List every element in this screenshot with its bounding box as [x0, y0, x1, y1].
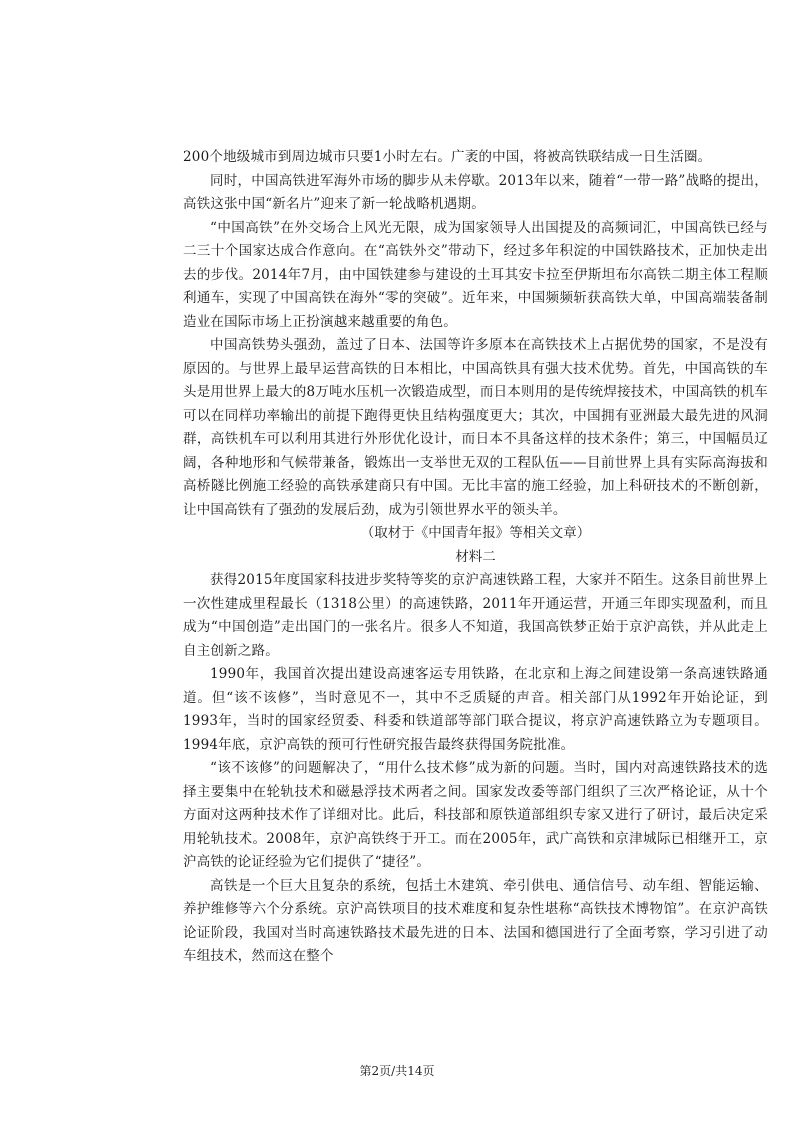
paragraph-technology-choice: “该不该修”的问题解决了，“用什么技术修”成为新的问题。当时，国内对高速铁路技术的选择主要集中在轮轨技术和磁悬浮技术两者之间。国家发改委等部门组织了三次严格论证，从十个方面对这两种技术作了详细对比。此后，科技部和原铁道部组织专家又进行了研讨，最后决定采用轮轨技术。2008年，京沪高铁终于开工。而在2005年，武广高铁和京津城际已相继开工，京沪高铁的论证经验为它们提供了“捷径”。 [183, 760, 768, 870]
paragraph-complex-system: 高铁是一个巨大且复杂的系统，包括土木建筑、牵引供电、通信信号、动车组、智能运输、养护维修等六个分系统。京沪高铁项目的技术难度和复杂性堪称“高铁技术博物馆”。在京沪高铁论证阶段，我国对当时高速铁路技术最先进的日本、法国和德国进行了全面考察，学习引进了动车组技术，然而这在整个 [183, 877, 768, 964]
paragraph-1990-proposal: 1990年，我国首次提出建设高速客运专用铁路，在北京和上海之间建设第一条高速铁路通道。但“该不该修”，当时意见不一，其中不乏质疑的声音。相关部门从1992年开始论证，到1993年，当时的国家经贸委、科委和铁道部等部门联合提议，将京沪高速铁路立为专题项目。1994年底，京沪高铁的预可行性研究报告最终获得国务院批准。 [183, 666, 768, 753]
document-body [183, 146, 768, 969]
source-citation: （取材于《中国青年报》等相关文章） [360, 525, 591, 541]
paragraph-overseas-market: 同时，中国高铁进军海外市场的脚步从未停歇。2013年以来，随着“一带一路”战略的提出，高铁这张中国“新名片”迎来了新一轮战略机遇期。 [183, 172, 768, 212]
paragraph-jinghu-award: 获得2015年度国家科技进步奖特等奖的京沪高速铁路工程，大家并不陌生。这条目前世界上一次性建成里程最长（1318公里）的高速铁路，2011年开通运营，开通三年即实现盈利，而且成为“中国创造”走出国门的一张名片。很多人不知道，我国高铁梦正始于京沪高铁，并从此走上自主创新之路。 [183, 572, 768, 659]
page-number-footer: 第2页/共14页 [359, 1064, 435, 1078]
paragraph-continuation: 200个地级城市到周边城市只要1小时左右。广袤的中国，将被高铁联结成一日生活圈。 [183, 149, 712, 165]
paragraph-technical-advantages: 中国高铁势头强劲，盖过了日本、法国等许多原本在高铁技术上占据优势的国家，不是没有原因的。与世界上最早运营高铁的日本相比，中国高铁具有强大技术优势。首先，中国高铁的车头是用世界上最大的8万吨水压机一次锻造成型，而日本则用的是传统焊接技术，中国高铁的机车可以在同样功率输出的前提下跑得更快且结构强度更大；其次，中国拥有亚洲最大最先进的风洞群，高铁机车可以利用其进行外形优化设计，而日本不具备这样的技术条件；第三，中国幅员辽阔，各种地形和气候带兼备，锻炼出一支举世无双的工程队伍——目前世界上具有实际高海拔和高桥隧比例施工经验的高铁承建商只有中国。无比丰富的施工经验，加上科研技术的不断创新，让中国高铁有了强劲的发展后劲，成为引领世界水平的领头羊。 [183, 337, 768, 518]
section-title: 材料二 [455, 548, 496, 565]
paragraph-high-speed-diplomacy: “中国高铁”在外交场合上风光无限，成为国家领导人出国提及的高频词汇，中国高铁已经与二三十个国家达成合作意向。在“高铁外交”带动下，经过多年积淀的中国铁路技术，正加快走出去的步伐。2014年7月，由中国铁建参与建设的土耳其安卡拉至伊斯坦布尔高铁二期主体工程顺利通车，实现了中国高铁在海外“零的突破”。近年来，中国频频斩获高铁大单，中国高端装备制造业在国际市场上正扮演越来越重要的角色。 [183, 219, 768, 330]
